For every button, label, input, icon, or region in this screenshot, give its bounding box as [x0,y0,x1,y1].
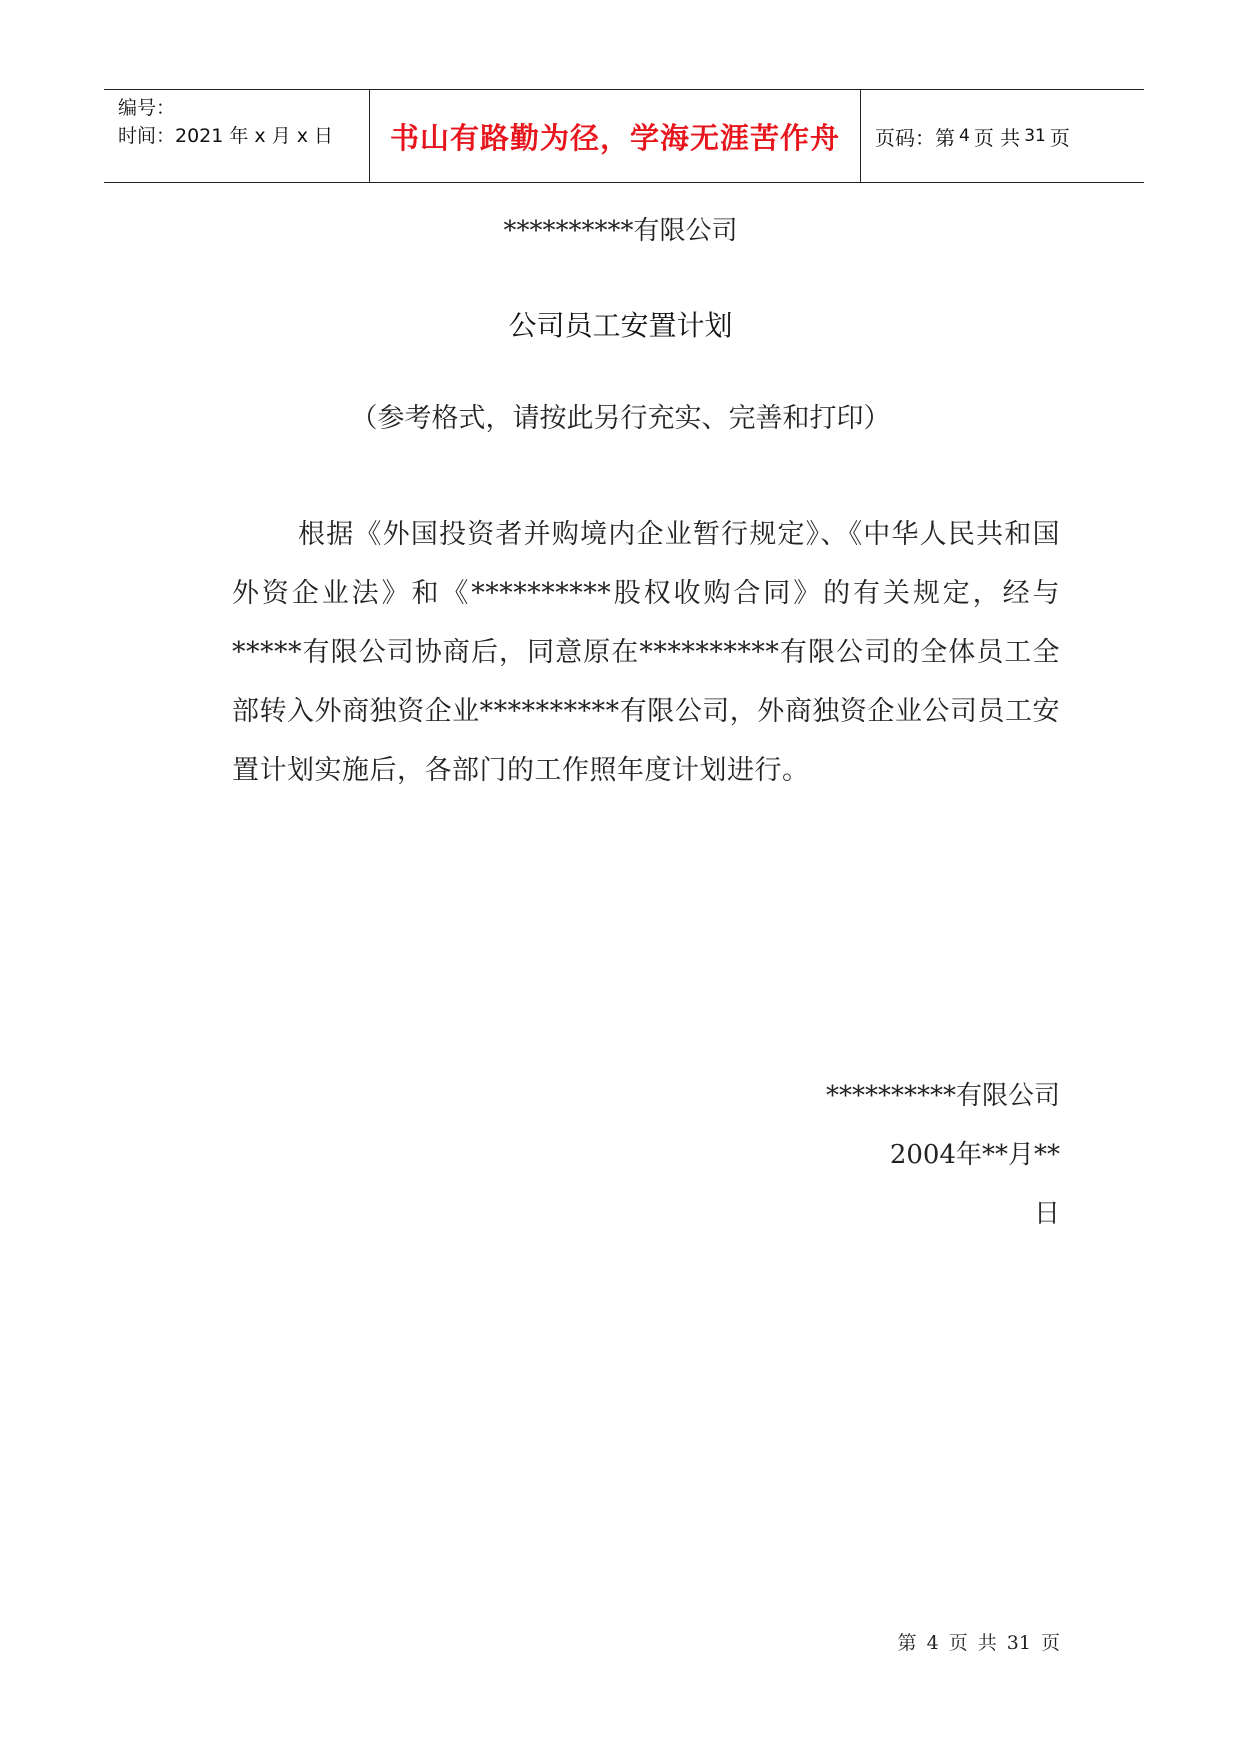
document-subtitle: （参考格式，请按此另行充实、完善和打印） [350,403,891,434]
signature-date: 2004年**月** [889,1140,1060,1170]
page-mid: 页 共 [973,125,1021,150]
header-meta [104,90,370,182]
page-header [104,89,1144,183]
motto: 书山有路勤为径，学海无涯苦作舟 [389,120,840,155]
document-title: 公司员工安置计划 [508,309,733,342]
page-footer: 第 4 页 共 31 页 [897,1632,1060,1654]
page-prefix: 页码：第 [875,125,955,150]
number-label: 编号： [118,97,176,119]
body-paragraph: 根据《外国投资者并购境内企业暂行规定》、《中华人民共和国外资企业法》和《**********股权收购合同》的有关规定，经与*****有限公司协商后，同意原在**********有限公司的全体员工全部转入外商独资企业**********有限公司，外商独资企业公司员工安置计划实施后，各部门的工作照年度计划进行。 [232,519,1060,786]
time-label: 时间：2021 年 x 月 x 日 [118,125,334,147]
page-total: 31 [1024,126,1046,146]
company-name-top: **********有限公司 [503,216,738,246]
page-current: 4 [959,126,970,146]
signature-day: 日 [1033,1199,1060,1229]
signature-company: **********有限公司 [825,1081,1060,1111]
page-suffix: 页 [1049,125,1070,150]
header-motto-cell [370,90,861,182]
header-page-info [861,90,1144,182]
